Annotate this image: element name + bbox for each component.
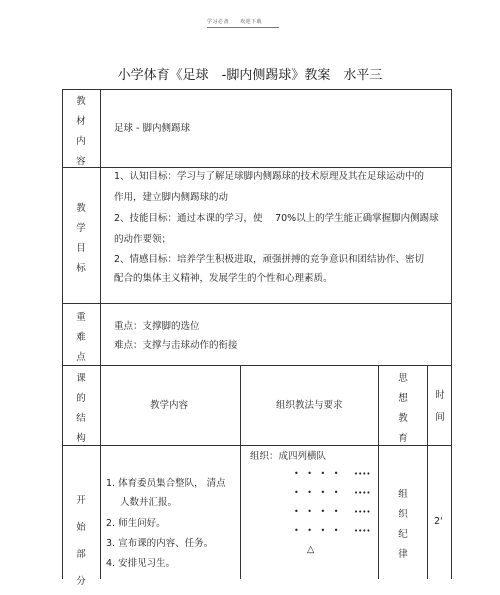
- formation-row-left: • • • •: [294, 507, 342, 516]
- start-content-line: 人数并汇报。: [120, 497, 178, 508]
- teacher-triangle-icon: △: [307, 544, 315, 555]
- formation-row-right: ••••: [354, 508, 371, 516]
- keypoints-label: 重 难 点: [76, 312, 86, 363]
- page-header: 学习必备 欢迎下载: [207, 19, 263, 25]
- formation-row-left: • • • •: [294, 488, 342, 497]
- education-discipline: 组 织 纪 律: [398, 489, 408, 560]
- table-border-right: [451, 89, 452, 579]
- structure-col-label: 课 的 结 构: [76, 373, 86, 444]
- formation-row-left: • • • •: [294, 526, 342, 535]
- education-col-header: 思 想 教 育: [398, 373, 408, 444]
- objective-line: 2、情感目标：培养学生积极进取，顽强拼搏的竞争意识和团结协作、密切: [114, 254, 425, 265]
- table-border-top: [62, 89, 452, 90]
- material-label: 教 材 内 容: [76, 96, 86, 167]
- start-content-line: 1. 体育委员集合整队， 清点: [106, 478, 226, 489]
- lesson-plan-table: [62, 89, 452, 587]
- start-content-line: 2. 师生问好。: [106, 518, 166, 529]
- start-section-label: 开 始 部 分: [76, 495, 86, 587]
- formation-row-right: ••••: [354, 527, 371, 535]
- column-divider: [240, 365, 241, 579]
- method-col-header: 组织教法与要求: [276, 400, 343, 411]
- page-title: 小学体育《足球 -脚内侧踢球》教案 水平三: [117, 68, 383, 83]
- time-col-header: 时 间: [435, 390, 445, 423]
- start-time: 2': [434, 516, 443, 527]
- formation-row-right: ••••: [354, 470, 371, 478]
- start-content-line: 4. 安排见习生。: [106, 558, 176, 569]
- objective-line: 的动作要领；: [114, 234, 172, 245]
- content-col-header: 教学内容: [150, 400, 189, 411]
- row-divider: [62, 167, 452, 168]
- formation-row-right: ••••: [354, 489, 371, 497]
- keypoint-line: 重点：支撑脚的选位: [114, 321, 200, 332]
- organization-title: 组织：成四列横队: [250, 451, 327, 462]
- keypoint-line: 难点：支撑与击球动作的衔接: [114, 340, 238, 351]
- objective-line: 作用，建立脚内侧踢球的动: [114, 192, 229, 203]
- formation-row-left: • • • •: [294, 469, 342, 478]
- table-border-left: [62, 89, 63, 579]
- label-column-divider: [100, 89, 101, 579]
- row-divider: [62, 303, 452, 304]
- start-content-line: 3. 宣布课的内容、任务。: [106, 538, 214, 549]
- material-content: 足球 - 脚内侧踢球: [114, 123, 190, 134]
- objective-line: 1、认知目标：学习与了解足球脚内侧踢球的技术原理及其在足球运动中的: [114, 171, 425, 182]
- column-divider: [378, 365, 379, 579]
- objective-line: 2、技能目标：通过本课的学习，使 70%以上的学生能正确掌握脚内侧踢球: [114, 213, 439, 224]
- objectives-label: 教 学 目 标: [76, 203, 86, 274]
- header-rule: [207, 27, 279, 28]
- column-divider: [427, 365, 428, 579]
- objective-line: 配合的集体主义精神，发展学生的个性和心理素质。: [114, 273, 333, 284]
- row-divider: [62, 365, 452, 366]
